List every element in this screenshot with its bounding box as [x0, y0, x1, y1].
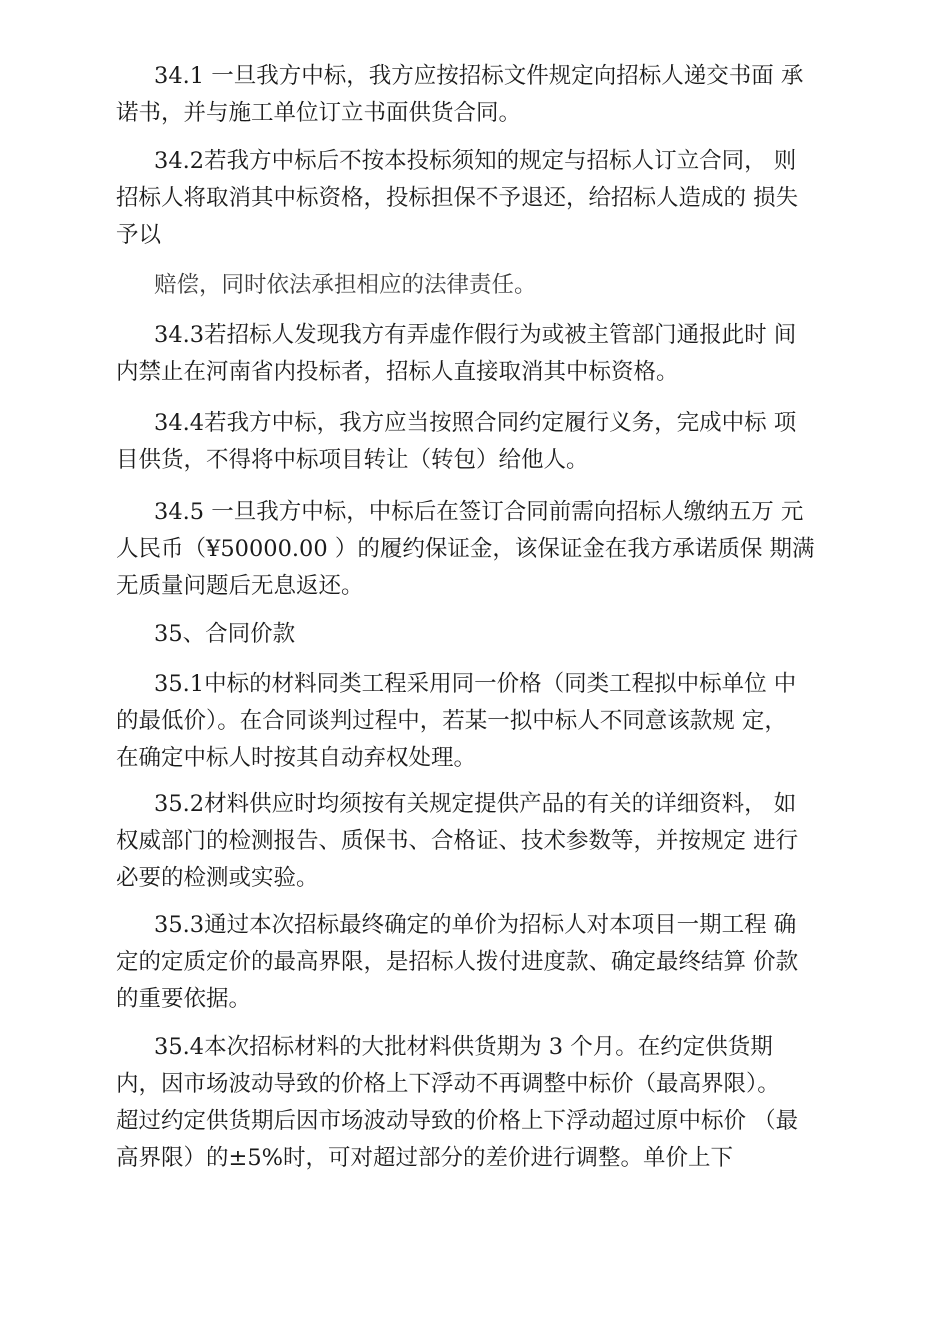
paragraph-34-3: 34.3若招标人发现我方有弄虚作假行为或被主管部门通报此时 间 内禁止在河南省内投标者，招标人直接取消其中标资格。: [116, 322, 797, 385]
paragraph-35-2: 35.2材料供应时均须按有关规定提供产品的有关的详细资料， 如 权威部门的检测报告、质保书、合格证、技术参数等，并按规定 进行 必要的检测或实验。: [116, 791, 799, 891]
paragraph-35-4: 35.4本次招标材料的大批材料供货期为 3 个月。在约定供货期 内，因市场波动导致的价格上下浮动不再调整中标价（最高界限）。 超过约定供货期后因市场波动导致的价格上下浮动超过原中标价 （最 高界限）的±5%时，可对超过部分的差价进行调整。单价上下: [116, 1034, 799, 1171]
paragraph-34-2: 34.2若我方中标后不按本投标须知的规定与招标人订立合同， 则 招标人将取消其中标资格，投标担保不予退还，给招标人造成的 损失 予以: [116, 148, 799, 248]
paragraph-35-1: 35.1中标的材料同类工程采用同一价格（同类工程拟中标单位 中 的最低价）。在合同谈判过程中，若某一拟中标人不同意该款规 定， 在确定中标人时按其自动弃权处理。: [116, 671, 797, 771]
paragraph-35-3: 35.3通过本次招标最终确定的单价为招标人对本项目一期工程 确 定的定质定价的最高界限，是招标人拨付进度款、确定最终结算 价款 的重要依据。: [116, 912, 799, 1012]
paragraph-34-1: 34.1 一旦我方中标，我方应按招标文件规定向招标人递交书面 承 诺书，并与施工单位订立书面供货合同。: [116, 63, 804, 126]
paragraph-34-5: 34.5 一旦我方中标，中标后在签订合同前需向招标人缴纳五万 元 人民币（¥50000.00 ）的履约保证金，该保证金在我方承诺质保 期满 无质量问题后无息返还。: [116, 499, 815, 599]
paragraph-34-2-continued: 赔偿，同时依法承担相应的法律责任。: [154, 272, 537, 298]
section-heading-35: 35、合同价款: [154, 621, 296, 647]
paragraph-34-4: 34.4若我方中标，我方应当按照合同约定履行义务，完成中标 项 目供货，不得将中标项目转让（转包）给他人。: [116, 410, 797, 473]
